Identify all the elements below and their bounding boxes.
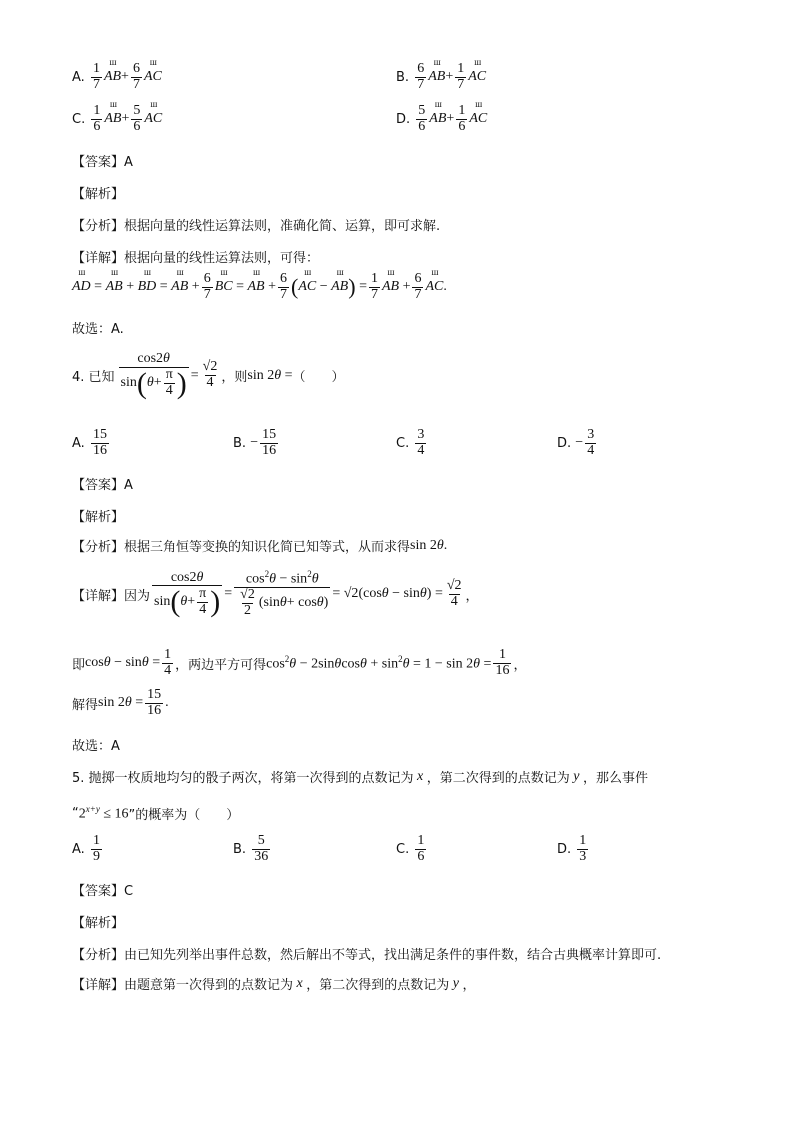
q3-xiangjie: 【详解】根据向量的线性运算法则，可得： [72, 251, 320, 266]
q3-answer: 【答案】A [72, 155, 133, 170]
q3-option-c: C. $\frac{1}{6}$ ш AB + $\frac{5}{6}$ ш AC [72, 104, 162, 134]
q4-xiangjie: 【详解】因为 cos2θ sin ( θ + $\frac{\pi}{4}$ ) = $\cos^2\theta - \sin^2\theta$ $\frac{√2}{2}$ (sin θ + cos θ ) = √2 (cosθ − sinθ) = $\frac{√2}{4}$ ， [72, 569, 479, 619]
q3-derivation: ш AD = ш AB + ш BD = ш AB + $\frac{6}{7}$ ш BC = ш AB + $\frac{6}{7}$ ( ш AC − ш AB ) = $\frac{1}{7}$ ш AB + $\frac{6}{7}$ ш AC . [72, 272, 447, 302]
q4-stem: 4. 已知 cos2θ sin ( θ + $\frac{\pi}{4}$ ) = $\frac{√2}{4}$ ，则 sin 2θ = （ ） [72, 351, 345, 400]
q4-fenxi: 【分析】根据三角恒等变换的知识化简已知等式，从而求得 sin 2θ. [72, 537, 448, 555]
q3-option-a: A. $\frac{1}{7}$ ш AB + $\frac{6}{7}$ ш AC [72, 62, 162, 92]
q4-option-a: A. $\frac{15}{16}$ [72, 427, 107, 458]
q4-choose: 故选：A [72, 739, 120, 754]
q4-line3: 解得 sin 2θ = $\frac{15}{16}$ . [72, 687, 169, 718]
q5-option-a: A. $\frac{1}{9}$ [72, 833, 100, 864]
q5-option-d: D. $\frac{1}{3}$ [557, 833, 587, 864]
q3-option-b: B. $\frac{6}{7}$ ш AB + $\frac{1}{7}$ ш AC [396, 62, 486, 92]
q4-answer: 【答案】A [72, 478, 133, 493]
q4-option-b: B. − $\frac{15}{16}$ [233, 427, 277, 458]
q4-line2: 即 cosθ − sinθ = $\frac{1}{4}$ ，两边平方可得 $\cos^2\theta - 2\sin\theta\cos\theta + \sin^2\theta = 1 - \sin 2\theta$ = $\frac{1}{16}$ ， [72, 647, 527, 678]
q3-fenxi: 【分析】根据向量的线性运算法则，准确化简、运算，即可求解. [72, 219, 441, 234]
q5-option-b: B. $\frac{5}{36}$ [233, 833, 269, 864]
q5-fenxi: 【分析】由已知先列举出事件总数，然后解出不等式，找出满足条件的事件数，结合古典概率计算即可. [72, 948, 662, 963]
q3-choose: 故选：A. [72, 322, 124, 337]
q4-jiexi: 【解析】 [72, 510, 125, 525]
q5-xiangjie: 【详解】由题意第一次得到的点数记为 x ，第二次得到的点数记为 y ， [72, 975, 476, 993]
q5-answer: 【答案】C [72, 884, 134, 899]
q5-stem-line2: “ $2^{x+y} \le 16$ ”的概率为（ ） [72, 804, 240, 823]
q5-jiexi: 【解析】 [72, 916, 125, 931]
q3-option-d: D. $\frac{5}{6}$ ш AB + $\frac{1}{6}$ ш AC [396, 104, 487, 134]
q5-option-c: C. $\frac{1}{6}$ [396, 833, 425, 864]
q4-option-d: D. − $\frac{3}{4}$ [557, 427, 595, 458]
q3-jiexi: 【解析】 [72, 187, 125, 202]
q4-option-c: C. $\frac{3}{4}$ [396, 427, 425, 458]
q5-stem-line1: 5. 抛掷一枚质地均匀的骰子两次，将第一次得到的点数记为 x ，第二次得到的点数记为 y ，那么事件 [72, 768, 649, 786]
